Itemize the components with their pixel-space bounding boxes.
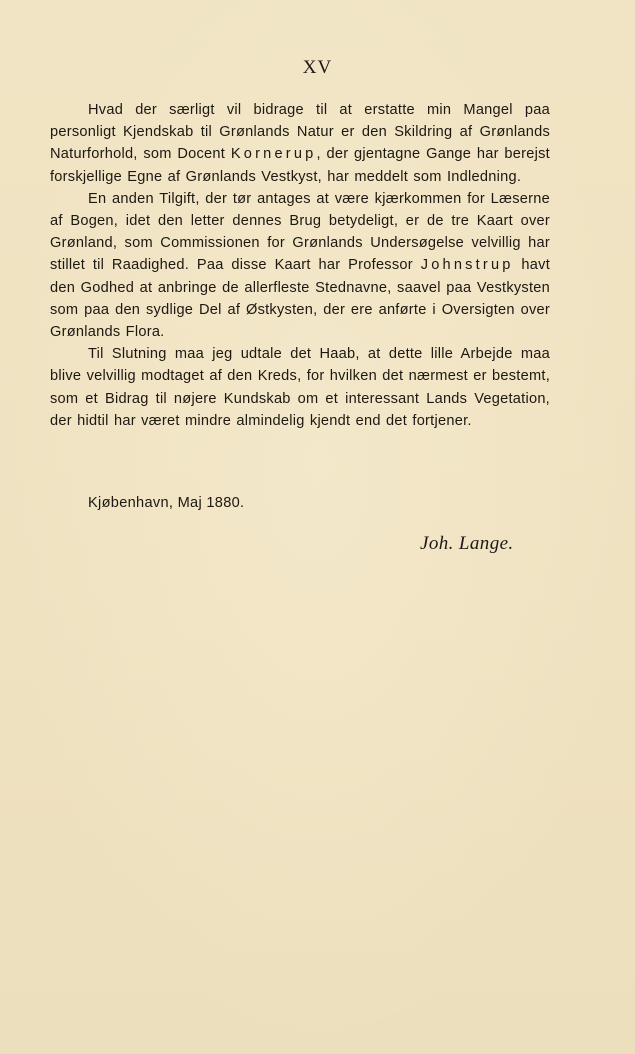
place-date-line: Kjøbenhavn, Maj 1880. [88, 495, 245, 511]
page-number: XV [302, 57, 333, 78]
paragraph-1 [50, 99, 550, 188]
paragraph-3 [50, 343, 550, 432]
preface-body [50, 99, 550, 432]
name-kornerup: Kornerup [230, 146, 317, 163]
paragraph-1-text-b: , der gjentagne Gange har berejst forskjellige Egne af Grønlands Vestkyst, har meddelt som Indledning. [50, 146, 550, 185]
paragraph-2-text-a: En anden Tilgift, der tør antages at være kjærkommen for Læserne af Bogen, idet den letter dennes Brug betydeligt, er de tre Kaart over Grønland, som Commissionen for Grønlands Undersøgelse velvillig har stillet til Raadighed. Paa disse Kaart har Professor [50, 190, 550, 274]
paragraph-2-text-b: havt den Godhed at anbringe de allerfleste Stednavne, saavel paa Vestkysten som paa den sydlige Del af Østkysten, der ere anførte i Oversigten over Grønlands Flora. [50, 257, 550, 341]
name-johnstrup: Johnstrup [420, 257, 514, 274]
author-signature: Joh. Lange. [420, 533, 514, 554]
paragraph-2 [50, 188, 550, 343]
paragraph-1-text-a: Hvad der særligt vil bidrage til at erstatte min Mangel paa personligt Kjendskab til Grønlands Natur er den Skildring af Grønlands Naturforhold, som Docent [50, 102, 550, 163]
paragraph-3-text: Til Slutning maa jeg udtale det Haab, at dette lille Arbejde maa blive velvillig modtaget af den Kreds, for hvilken det nærmest er bestemt, som et Bidrag til nøjere Kundskab om et interessant Lands Vegetation, der hidtil har været mindre almindelig kjendt end det fortjener. [50, 346, 550, 429]
